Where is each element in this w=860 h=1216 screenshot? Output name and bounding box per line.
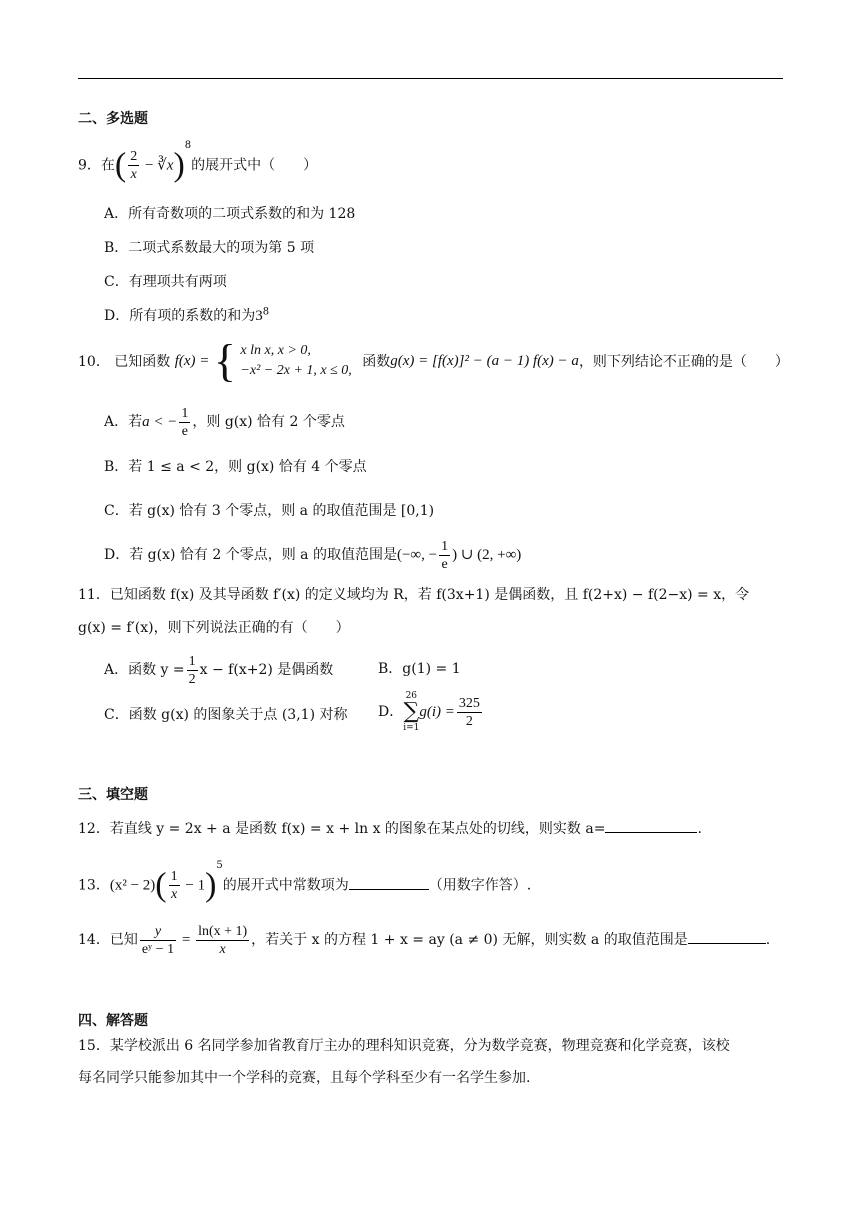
g-definition: g(x) = [f(x)]² − (a − 1) f(x) − a xyxy=(390,352,579,369)
q9-option-d: D．所有项的系数的和为$3^8$ xyxy=(104,306,270,324)
q9-pre: 在 xyxy=(100,157,115,174)
q11-option-a: A．函数 y = $\frac{1}{2}$ x − f(x+2) 是偶函数 xyxy=(104,653,334,687)
section-heading-multiple-choice: 二、多选题 xyxy=(78,111,148,127)
q10-option-a: A．若a < − $\frac{1}{e}$ ，则 g(x) 恰有 2 个零点 xyxy=(104,405,345,439)
q9-post: 的展开式中（ ） xyxy=(191,157,318,174)
question-number: 10． xyxy=(78,354,110,370)
q10-pre: 已知函数 xyxy=(114,354,171,370)
question-12: 12．若直线 y = 2x + a 是函数 f(x) = x + ln x 的图象在某点处的切线，则实数 a= . xyxy=(78,818,702,838)
q11-option-b: B．g(1) = 1 xyxy=(378,661,461,677)
cube-root: ∛x xyxy=(157,157,174,174)
q10-option-d: D．若 g(x) 恰有 2 个零点，则 a 的取值范围是(−∞, − $\frac{1}{e}$ ) ∪ (2, +∞) xyxy=(104,538,522,572)
question-15-line-1: 15．某学校派出 6 名同学参加省教育厅主办的理科知识竞赛，分为数学竞赛，物理竞赛和化学竞赛，该校 xyxy=(78,1038,730,1054)
question-10-stem xyxy=(78,335,789,388)
q9-option-a: A．所有奇数项的二项式系数的和为 128 xyxy=(104,206,356,222)
q11-option-d: D． 26 ∑ i=1 g(i) = $\frac{325}{2}$ xyxy=(378,691,480,733)
question-number: 9． xyxy=(78,157,101,174)
question-14: 14．已知 $\frac{y}{\text{eʸ − 1}}$ = $\frac{\ln(x + 1)}{x}$ ，若关于 x 的方程 1 + x = ay (a ≠ 0) 无解，则实数 a 的取值范围是 . xyxy=(78,923,771,957)
brace: { xyxy=(213,335,236,386)
paren-right: ) xyxy=(173,146,185,184)
summation: 26 ∑ i=1 xyxy=(403,691,420,733)
section-heading-solutions: 四、解答题 xyxy=(78,1013,148,1029)
header-rule xyxy=(78,78,783,79)
q10-post: ，则下列结论不正确的是（ ） xyxy=(578,354,789,370)
question-11-line-1: 11．已知函数 f(x) 及其导函数 f′(x) 的定义域均为 R，若 f(3x+1) 是偶函数，且 f(2+x) − f(2−x) = x，令 xyxy=(78,587,750,603)
answer-blank[interactable] xyxy=(349,875,429,890)
q10-mid: 函数 xyxy=(362,354,391,370)
answer-blank[interactable] xyxy=(605,818,697,833)
question-9-stem: 9．在( $\frac{2}{x}$ − ∛x)$^8$的展开式中（ ） xyxy=(78,140,318,184)
case-1: x ln x, x > 0, xyxy=(240,343,311,358)
question-13: 13．(x² − 2)( $\frac{1}{x}$ − 1)$^5$的展开式中常数项为 （用数字作答）. xyxy=(78,860,532,904)
q9-option-b: B．二项式系数最大的项为第 5 项 xyxy=(104,240,315,256)
case-2: −x² − 2x + 1, x ≤ 0, xyxy=(240,363,352,378)
section-heading-fill-in: 三、填空题 xyxy=(78,787,148,803)
q9-option-c: C．有理项共有两项 xyxy=(104,274,227,290)
f-of-x: f(x) = xyxy=(174,352,210,369)
answer-blank[interactable] xyxy=(688,929,766,944)
q11-option-c: C．函数 g(x) 的图象关于点 (3,1) 对称 xyxy=(104,707,348,723)
q10-option-b: B．若 1 ≤ a < 2，则 g(x) 恰有 4 个零点 xyxy=(104,459,367,475)
piecewise-cases xyxy=(240,341,351,381)
paren-left: ( xyxy=(114,146,127,184)
q9-fraction: $\frac{2}{x}$ xyxy=(130,149,138,183)
q10-option-c: C．若 g(x) 恰有 3 个零点，则 a 的取值范围是 [0,1) xyxy=(104,503,435,519)
question-15-line-2: 每名同学只能参加其中一个学科的竞赛，且每个学科至少有一名学生参加. xyxy=(78,1070,531,1086)
question-11-line-2: g(x) = f′(x)，则下列说法正确的有（ ） xyxy=(78,620,350,636)
